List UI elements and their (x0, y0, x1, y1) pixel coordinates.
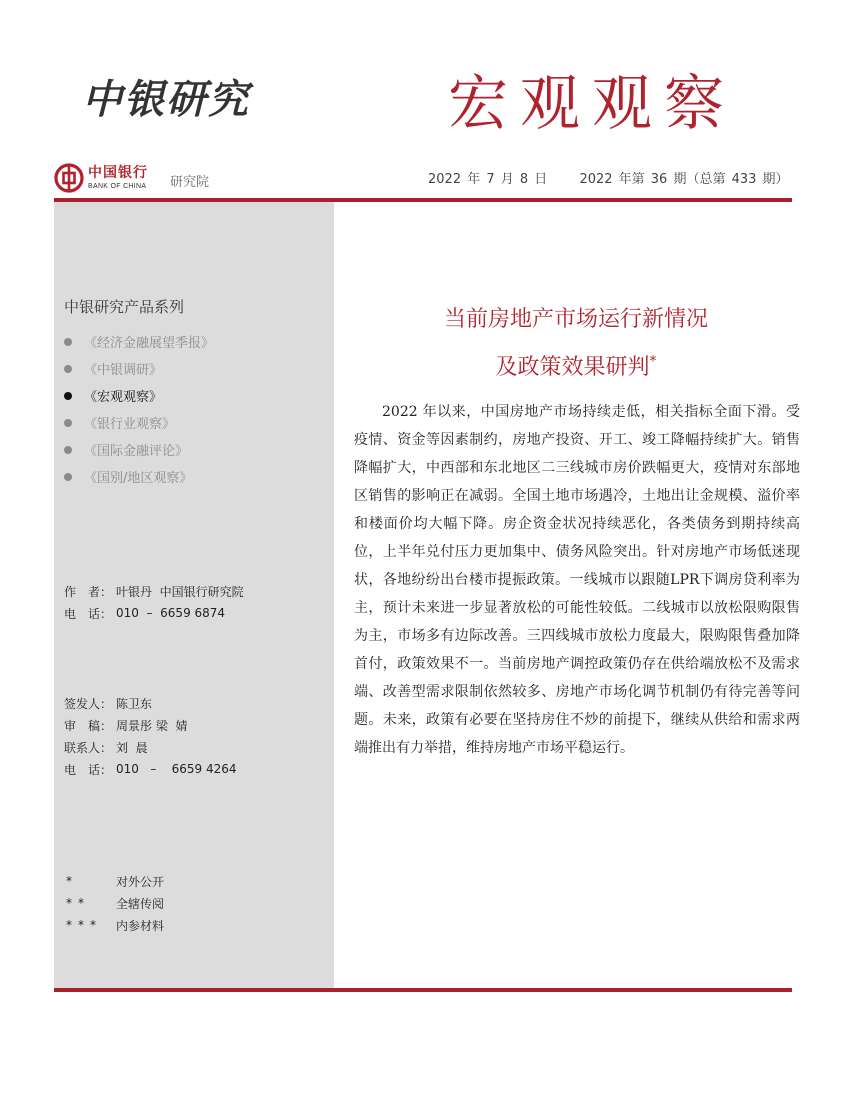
series-item[interactable] (64, 463, 214, 490)
bullet-icon (64, 392, 72, 400)
series-item-label: 《经济金融展望季报》 (84, 336, 215, 351)
distribution-stars: * (66, 874, 78, 888)
series-item-label: 《国别/地区观察》 (84, 471, 193, 486)
bank-logo (54, 162, 148, 194)
author-label: 作 者： (64, 584, 113, 599)
bullet-icon (64, 338, 72, 346)
issue-date: 2022 年 7 月 8 日 (428, 172, 548, 187)
distribution-label: 全辖传阅 (116, 896, 165, 911)
series-heading: 中银研究产品系列 (64, 298, 185, 316)
bullet-icon (64, 473, 72, 481)
contact-label: 联系人： (64, 740, 113, 755)
series-item-label: 《银行业观察》 (84, 417, 176, 432)
bullet-icon (64, 446, 72, 454)
calligraphy-logo: 中银研究 (82, 76, 250, 123)
issue-info (428, 168, 789, 187)
phone-label: 电 话： (64, 762, 113, 777)
signer-label: 签发人： (64, 696, 113, 711)
bullet-icon (64, 365, 72, 373)
phone-value: 010 – 6659 6874 (116, 606, 226, 620)
institute-label: 研究院 (170, 175, 210, 190)
series-item[interactable] (64, 436, 214, 463)
series-item[interactable] (64, 355, 214, 382)
bank-name-en: BANK OF CHINA (88, 183, 147, 190)
distribution-legend (66, 870, 164, 936)
article-title-line1: 当前房地产市场运行新情况 (443, 307, 708, 332)
series-item-current[interactable] (64, 382, 214, 409)
distribution-label: 对外公开 (116, 874, 165, 889)
bank-emblem-icon (54, 163, 84, 193)
series-item[interactable] (64, 409, 214, 436)
distribution-stars: *** (66, 918, 102, 932)
series-item-label: 《中银调研》 (84, 363, 163, 378)
distribution-label: 内参材料 (116, 918, 165, 933)
footer-rule (54, 988, 792, 992)
series-item-label: 《宏观观察》 (84, 390, 163, 405)
reviewer-value: 周景彤 梁 婧 (116, 718, 188, 733)
footnote-marker: * (649, 353, 657, 370)
article-title-text: 及政策效果研判 (495, 355, 650, 380)
article-title-line2 (334, 350, 818, 381)
publication-title: 宏观观察 (448, 69, 736, 139)
series-item[interactable] (64, 328, 214, 355)
series-item-label: 《国际金融评论》 (84, 444, 189, 459)
distribution-stars: ** (66, 896, 90, 910)
contact-value: 刘 晨 (116, 740, 148, 755)
phone-value: 010 – 6659 4264 (116, 762, 237, 776)
article-abstract: 2022 年以来，中国房地产市场持续走低，相关指标全面下滑。受疫情、资金等因素制约，房地产投资、开工、竣工降幅持续扩大。销售降幅扩大，中西部和东北地区二三线城市房价跌幅更大，疫情对东部地区销售的影响正在减弱。全国土地市场遇冷，土地出让金规模、溢价率和楼面价均大幅下降。房企资金状况持续恶化，各类债务到期持续高位，上半年兑付压力更加集中、债务风险突出。针对房地产市场低迷现状，各地纷纷出台楼市提振政策。一线城市以跟随LPR下调房贷利率为主，预计未来进一步显著放松的可能性较低。二线城市以放松限购限售为主，市场多有边际改善。三四线城市放松力度最大，限购限售叠加降首付，政策效果不一。当前房地产调控政策仍存在供给端放松不及需求端、改善型需求限制依然较多、房地产市场化调节机制仍有待完善等问题。未来，政策有必要在坚持房住不炒的前提下，继续从供给和需求两端推出有力举措，维持房地产市场平稳运行。 (354, 404, 800, 756)
bank-name-cn: 中国银行 (88, 165, 148, 181)
author-info (64, 580, 244, 624)
reviewer-label: 审 稿： (64, 718, 113, 733)
issue-number: 2022 年第 36 期（总第 433 期） (579, 172, 789, 187)
signer-value: 陈卫东 (116, 696, 153, 711)
author-value: 叶银丹 中国银行研究院 (116, 584, 244, 599)
bullet-icon (64, 419, 72, 427)
approval-info (64, 692, 237, 780)
phone-label: 电 话： (64, 606, 113, 621)
series-list (64, 328, 214, 490)
